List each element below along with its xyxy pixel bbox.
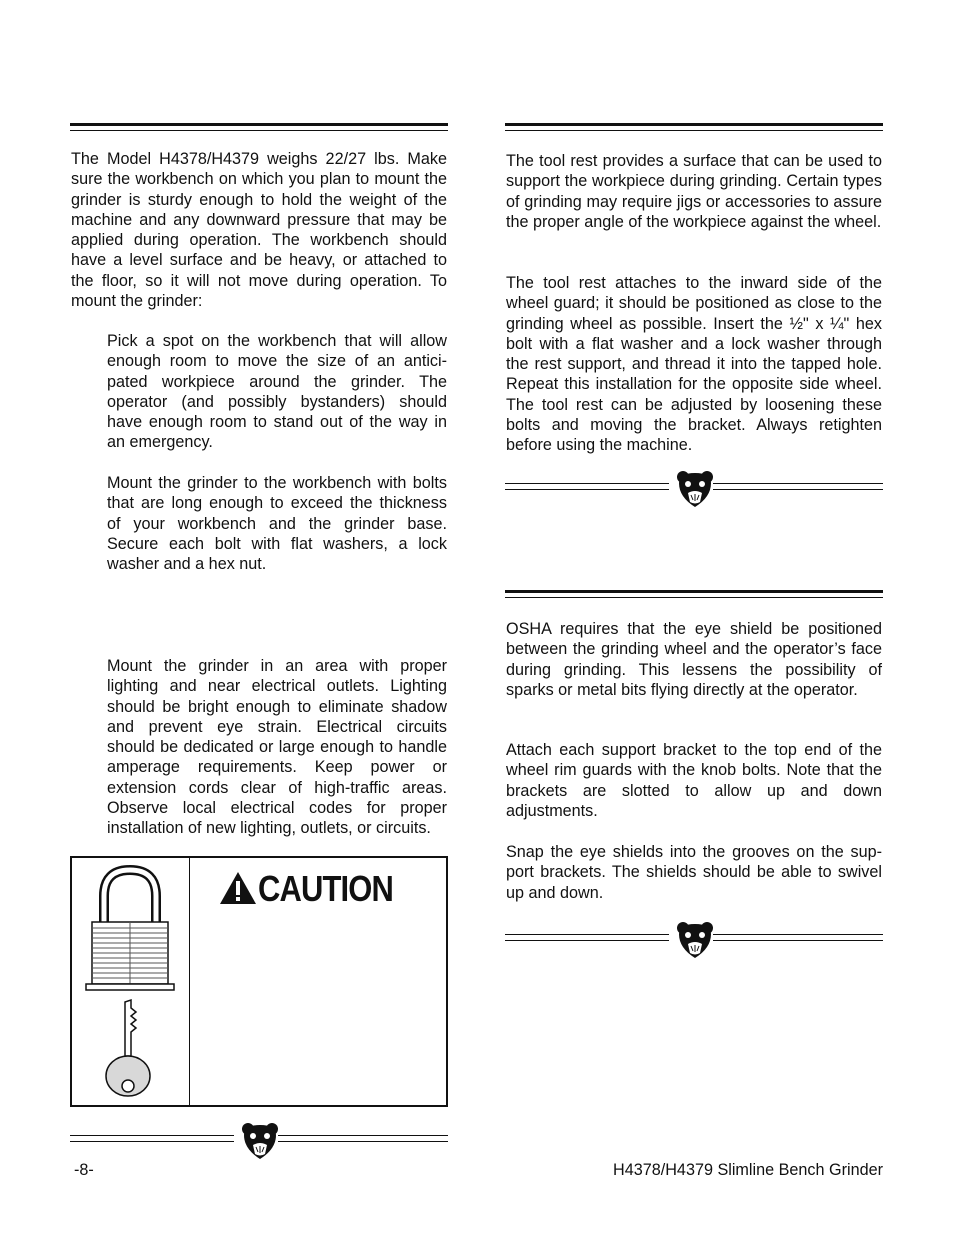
eye-shield-paragraph-1: OSHA requires that the eye shield be positioned between the grinding wheel and the operator’s face during grinding. This lessens the possibility of sparks or metal bits flying directly at the operator. (506, 620, 882, 699)
divider-line (278, 1135, 448, 1142)
tool-rest-paragraph-2: The tool rest attaches to the inward side of the wheel guard; it should be positioned as close to the grinding wheel as possible. Insert the ½" x ¼" hex bolt with a flat washer and a lock washer through the rest support, and thread it into the tapped hole. Repeat this installation for the opposite side wheel. The tool rest can be adjusted by loosening these bolts and moving the bracket. Always retighten before using the machine. (506, 274, 882, 455)
caution-divider (189, 858, 190, 1105)
bear-divider-left (70, 1121, 448, 1161)
divider-line (713, 483, 883, 490)
divider-line (505, 934, 669, 941)
section-rule-eye-shield (505, 590, 883, 598)
mounting-step-1: Pick a spot on the workbench that will allow enough room to move the size of an anticipated workpiece around the grinder. The operator (and possibly bystanders) should have enough room to stand out of the way in an emergency. (107, 332, 447, 452)
mounting-step-2: Mount the grinder to the workbench with bolts that are long enough to exceed the thickness of your workbench and the grinder base. Secure each bolt with flat washers, a lock washer and a hex nut. (107, 474, 447, 574)
section-rule-tool-rest (505, 123, 883, 131)
eye-shield-paragraph-3: Snap the eye shields into the grooves on the support brackets. The shields should be able to swivel up and down. (506, 843, 882, 902)
manual-title: H4378/H4379 Slimline Bench Grinder (613, 1161, 883, 1179)
divider-line (505, 483, 669, 490)
divider-line (713, 934, 883, 941)
page-number: -8- (74, 1161, 94, 1179)
key-icon (104, 998, 156, 1098)
caution-label: CAUTION (258, 868, 394, 909)
bear-logo-icon (240, 1121, 280, 1161)
bear-divider-eye-shield (505, 920, 883, 960)
tool-rest-paragraph-1: The tool rest provides a surface that can be used to support the workpiece during grinding. Certain types of grinding may require jigs or accessories to assure the proper angle of the workpiece against the wheel. (506, 152, 882, 231)
divider-line (70, 1135, 234, 1142)
bear-logo-icon (675, 469, 715, 509)
caution-box (70, 856, 448, 1107)
eye-shield-paragraph-2: Attach each support bracket to the top end of the wheel rim guards with the knob bolts. Note that the brackets are slotted to allow up and down adjustments. (506, 741, 882, 820)
padlock-icon (84, 864, 176, 992)
bear-logo-icon (675, 920, 715, 960)
lighting-paragraph: Mount the grinder in an area with proper lighting and near electrical outlets. Lighting should be bright enough to eliminate shadow and prevent eye strain. Electrical circuits should be dedicated or large enough to handle amperage requirements. Keep power or extension cords clear of high-traffic areas. Observe local electrical codes for proper installation of new lighting, outlets, or circuits. (107, 657, 447, 838)
mounting-intro: The Model H4378/H4379 weighs 22/27 lbs. Make sure the workbench on which you plan to mount the grinder is sturdy enough to hold the weight of the machine and any downward pressure that may be applied during operation. The workbench should have a level surface and be heavy, or attached to the floor, so it will not move during operation. To mount the grinder: (71, 150, 447, 311)
warning-triangle-icon (218, 870, 258, 906)
section-rule-mounting (70, 123, 448, 131)
bear-divider-tool-rest (505, 469, 883, 509)
